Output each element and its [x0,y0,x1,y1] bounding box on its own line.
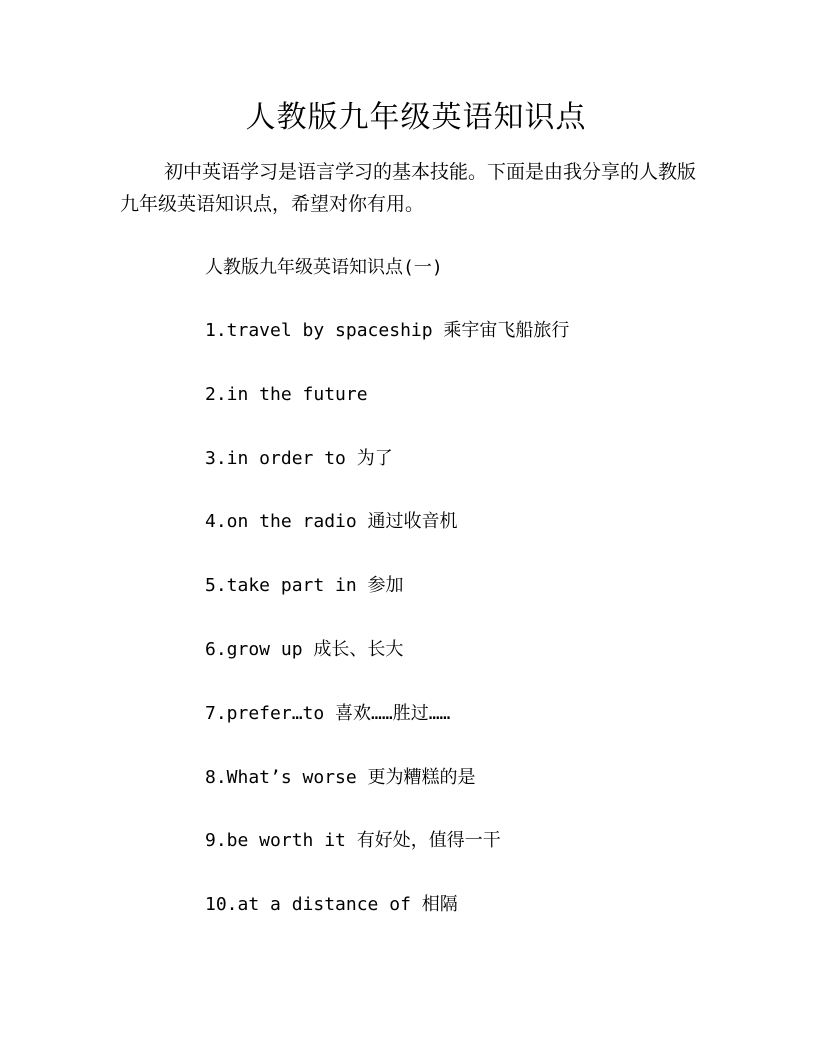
intro-paragraph: 初中英语学习是语言学习的基本技能。下面是由我分享的人教版九年级英语知识点，希望对你有用。 [120,161,697,215]
phrase-list [205,317,569,955]
list-item: 4.on the radio 通过收音机 [205,511,458,533]
list-item: 3.in order to 为了 [205,447,393,469]
list-item: 9.be worth it 有好处，值得一干 [205,830,501,852]
list-item: 6.grow up 成长、长大 [205,638,404,660]
list-item: 8.What’s worse 更为糟糕的是 [205,766,476,788]
list-item: 10.at a distance of 相隔 [205,894,458,916]
document-title: 人教版九年级英语知识点 [245,100,587,135]
list-item: 1.travel by spaceship 乘宇宙飞船旅行 [205,320,570,341]
list-item: 7.prefer…to 喜欢……胜过…… [205,702,451,724]
section-heading: 人教版九年级英语知识点(一) [205,257,443,278]
list-item: 2.in the future [205,383,368,405]
list-item: 5.take part in 参加 [205,575,404,597]
